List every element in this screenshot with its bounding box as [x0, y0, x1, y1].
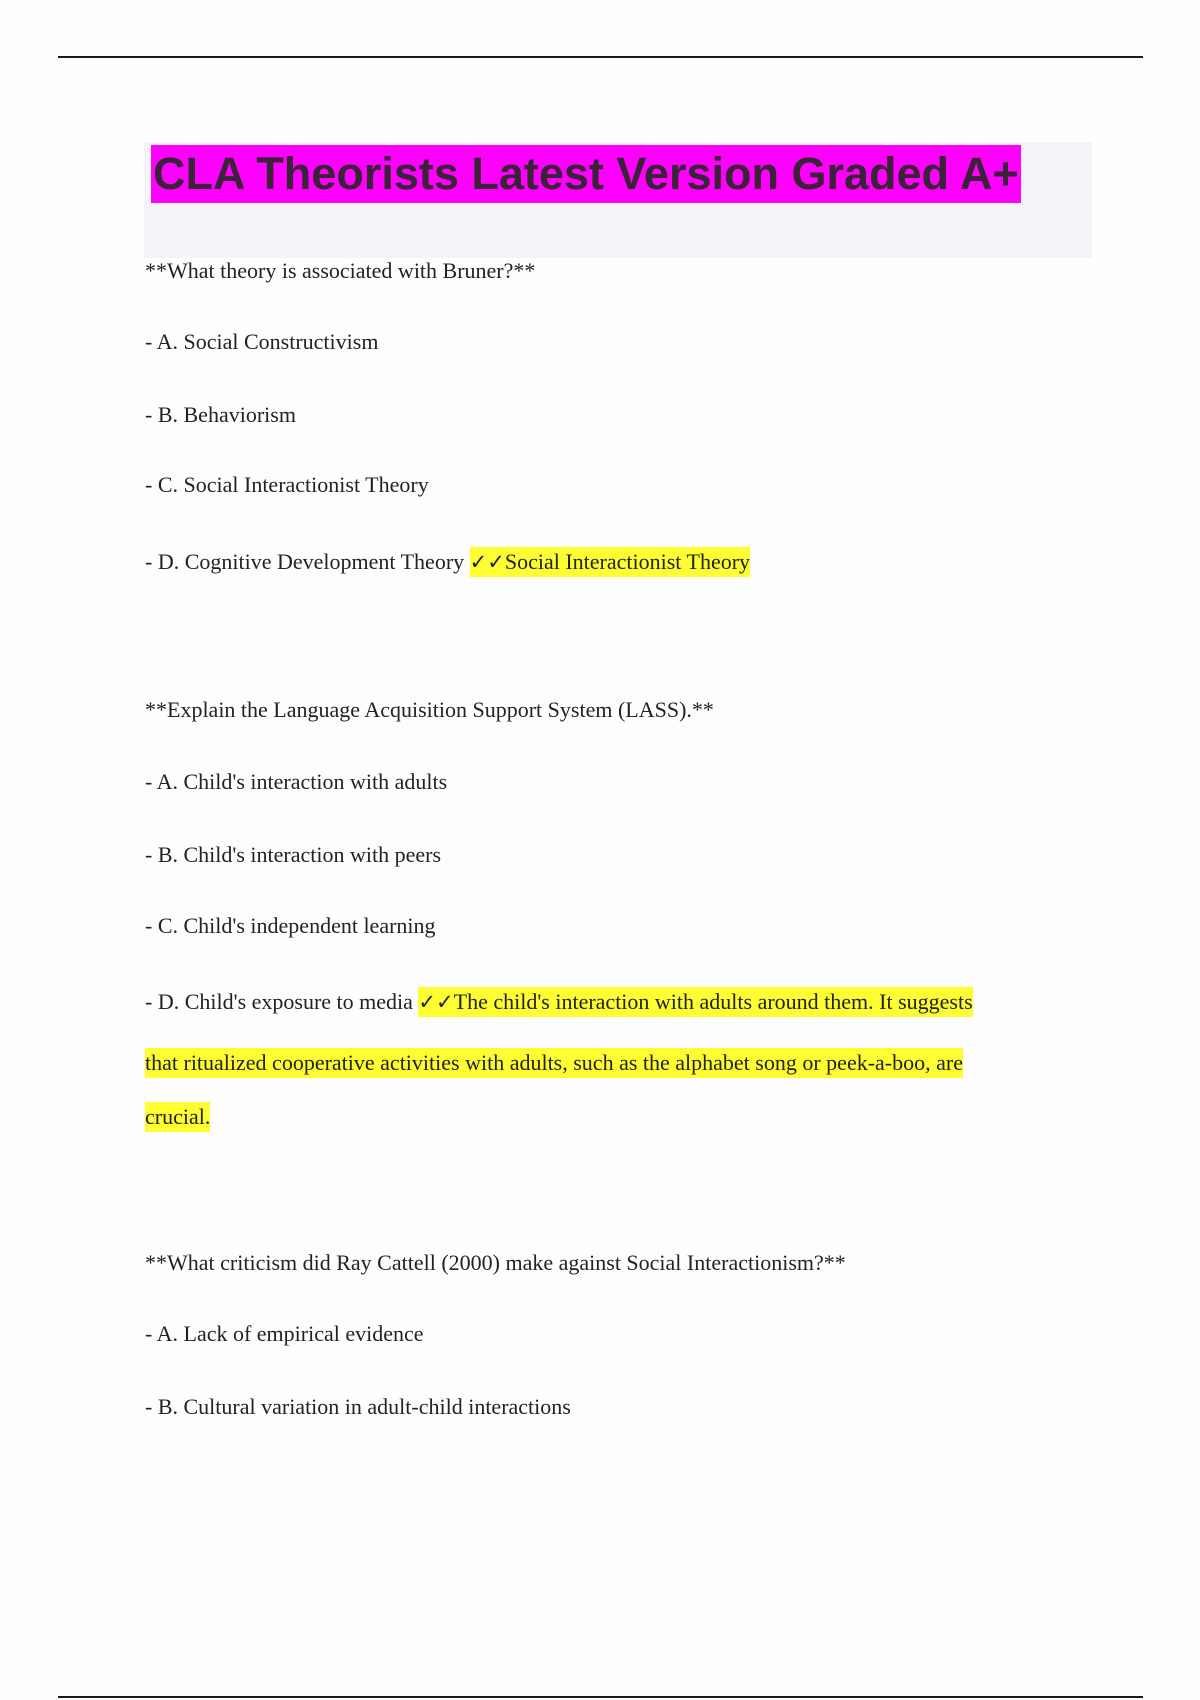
q1-option-a: - A. Social Constructivism [145, 329, 379, 354]
question-3: **What criticism did Ray Cattell (2000) make against Social Interactionism?** [145, 1250, 846, 1275]
q1-option-b: - B. Behaviorism [145, 402, 296, 427]
question-1: **What theory is associated with Bruner?** [145, 258, 536, 283]
q2-answer-highlight-1 [418, 987, 972, 1017]
top-rule [58, 56, 1143, 58]
q2-option-d-row [145, 988, 973, 1016]
q2-option-b: - B. Child's interaction with peers [145, 842, 442, 867]
document-title: CLA Theorists Latest Version Graded A+ [151, 145, 1021, 203]
q1-answer-highlight [470, 547, 750, 577]
question-2: **Explain the Language Acquisition Support System (LASS).** [145, 697, 714, 722]
checkmark-icon: ✓✓ [418, 990, 454, 1014]
q1-option-d: - D. Cognitive Development Theory [145, 549, 465, 574]
q2-answer-line-1: The child's interaction with adults around them. It suggests [453, 989, 973, 1014]
q2-option-d: - D. Child's exposure to media [145, 989, 413, 1014]
q3-option-b: - B. Cultural variation in adult-child interactions [145, 1394, 571, 1419]
q2-option-a: - A. Child's interaction with adults [145, 769, 448, 794]
q2-answer-line-3: crucial. [145, 1102, 210, 1132]
q1-option-c: - C. Social Interactionist Theory [145, 472, 429, 497]
q3-option-a: - A. Lack of empirical evidence [145, 1321, 424, 1346]
q1-answer: Social Interactionist Theory [504, 549, 751, 574]
q2-answer-row-2 [145, 1049, 963, 1077]
q2-answer-row-3 [145, 1103, 210, 1131]
q2-option-c: - C. Child's independent learning [145, 913, 436, 938]
q1-option-d-row [145, 548, 750, 576]
checkmark-icon: ✓✓ [469, 550, 505, 574]
bottom-rule [58, 1696, 1143, 1698]
q2-answer-line-2: that ritualized cooperative activities with adults, such as the alphabet song or peek-a-boo, are [145, 1048, 963, 1078]
